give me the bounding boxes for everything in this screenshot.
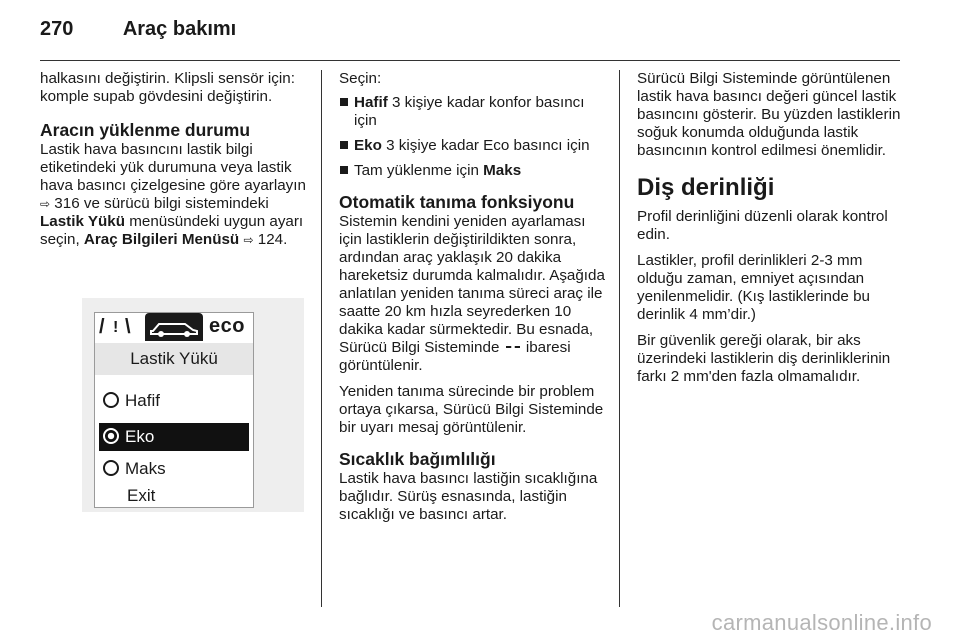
menu-title: Lastik Yükü — [95, 343, 253, 375]
section-heading-auto: Otomatik tanıma fonksiyonu — [339, 192, 575, 212]
intro-paragraph: halkasını değiştirin. Klipsli sensör için: komple supab gövdesini değiştirin. — [40, 70, 295, 105]
menu-option-hafif: Hafif — [99, 387, 249, 415]
temp-paragraph: Lastik hava basıncı lastiğin sıcaklığına bağlıdır. Sürüş esnasında, lastiğin sıcaklığı ve basıncı artar. — [339, 470, 598, 523]
list-item: Eko 3 kişiye kadar Eco basıncı için — [339, 137, 605, 155]
backslash-icon: \ — [125, 316, 131, 338]
column-divider — [321, 70, 322, 607]
page-title: Araç bakımı — [122, 18, 237, 40]
eco-label: eco — [209, 315, 245, 337]
load-paragraph: Lastik hava basıncını lastik bilgi etiketindeki yük durumuna veya lastik hava basıncı çizelgesine göre ayarlayın ⇨ 316 ve sürücü bilgi sistemindeki Lastik Yükü menüsündeki uygun ayarı seçin, Araç Bilgileri Menüsü ⇨ 124. — [40, 141, 306, 248]
page-number: 270 — [40, 18, 74, 40]
load-options-list — [339, 94, 605, 180]
list-item: Hafif 3 kişiye kadar konfor basıncı için — [339, 94, 605, 130]
radio-selected-icon — [103, 428, 119, 444]
menu-option-exit: Exit — [127, 486, 156, 505]
menu-option-eko: Eko — [99, 423, 249, 451]
column-3 — [637, 70, 905, 394]
problem-paragraph: Yeniden tanıma sürecinde bir problem ortaya çıkarsa, Sürücü Bilgi Sisteminde bir uyarı mesaj görüntülenir. — [339, 383, 604, 436]
depth-paragraph-2: Lastikler, profil derinlikleri 2-3 mm olduğu zaman, emniyet açısından yenilenmelidir. (Kış lastiklerinde bu derinlik 4 mm’dir.) — [637, 252, 870, 323]
car-icon — [145, 313, 203, 341]
slash-icon: / — [99, 316, 105, 338]
radio-icon — [103, 392, 119, 408]
watermark: carmanualsonline.info — [711, 610, 932, 635]
section-heading-temp: Sıcaklık bağımlılığı — [339, 449, 496, 469]
depth-paragraph-1: Profil derinliğini düzenli olarak kontrol edin. — [637, 208, 888, 243]
depth-paragraph-3: Bir güvenlik gereği olarak, bir aks üzerindeki lastiklerin diş derinliklerinin farkı 2 mm'den fazla olmamalıdır. — [637, 332, 891, 385]
radio-icon — [103, 460, 119, 476]
display-top-bar — [95, 313, 253, 341]
header-rule — [40, 60, 900, 61]
list-item: Tam yüklenme için Maks — [339, 162, 605, 180]
display-paragraph: Sürücü Bilgi Sisteminde görüntülenen lastik hava basıncı değeri güncel lastik basıncını gösterir. Bu yüzden lastiklerin soğuk konumda olduğunda lastik basıncının kontrol edilmesi önemlidir. — [637, 70, 901, 159]
tire-load-menu-illustration — [82, 298, 304, 512]
arrow-ref-icon: ⇨ — [40, 197, 51, 211]
arrow-ref-icon: ⇨ — [243, 233, 254, 247]
select-label: Seçin: — [339, 70, 382, 87]
dashes-icon — [506, 346, 520, 350]
display-screen — [94, 312, 254, 508]
auto-paragraph: Sistemin kendini yeniden ayarlaması için lastiklerin değiştirildikten sonra, ardından araç yaklaşık 20 dakika hareketsiz durumda kalmalıdır. Aşağıda anlatılan yeniden tanıma süreci araç ile saatte 20 km hızla seyrederken 10 dakika kadar sürmektedir. Bu esnada, Sürücü Bilgi Sisteminde ibaresi görüntülenir. — [339, 213, 605, 374]
section-heading-load: Aracın yüklenme durumu — [40, 120, 251, 140]
exclamation-icon: ! — [113, 319, 119, 336]
column-1 — [40, 70, 308, 257]
section-heading-depth: Diş derinliği — [637, 174, 775, 201]
page-header — [40, 18, 236, 41]
menu-option-maks: Maks — [99, 455, 249, 483]
column-2 — [339, 70, 605, 532]
column-divider — [619, 70, 620, 607]
